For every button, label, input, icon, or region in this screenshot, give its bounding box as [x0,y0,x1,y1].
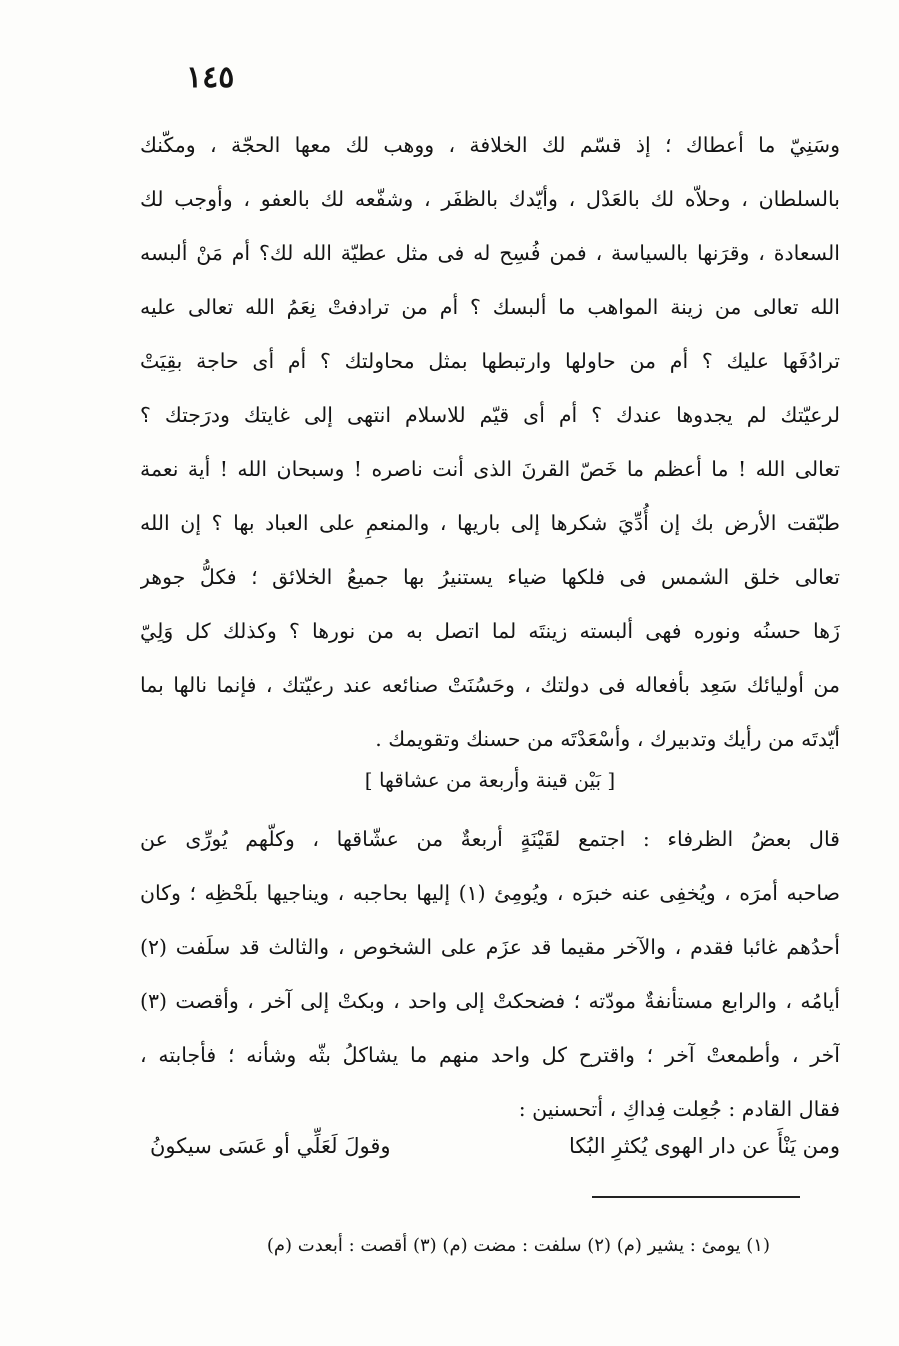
text-line: طبّقت الأرض بك إن أُدِّيَ شكرها إلى باريها ، والمنعمِ على العباد بها ؟ إن الله [140,511,840,535]
text-line: أحدُهم غائبا فقدم ، والآخر مقيما قد عزَم على الشخوص ، والثالث قد سلَفت (٢) [140,935,840,959]
text-line: لرعيّتك لم يجدوها عندك ؟ أم أى قيّم للاسلام انتهى إلى غايتك ودرَجتك ؟ [140,403,840,427]
page-number: ١٤٥ [186,60,235,95]
text-line: ترادُفَها عليك ؟ أم من حاولها وارتبطها بمثل محاولتك ؟ أم أى حاجة بقِيَتْ [140,349,840,373]
section-heading: [ بَيْن قينة وأربعة من عشاقها ] [364,768,616,792]
poem-verse [150,1122,840,1170]
paragraph-2 [140,812,840,1136]
footnote: (١) يومئ : يشير (م) (٢) سلفت : مضت (م) (٣) أقصت : أبعدت (م) [266,1235,770,1256]
verse-hemistich-2: وقولَ لَعَلِّي أو عَسَى سيكونُ [150,1134,391,1158]
text-line: زَها حسنُه ونوره فهى ألبسته زينتَه لما اتصل به من نورها ؟ وكذلك كل وَلِيّ [140,619,840,643]
text-line: فقال القادم : جُعِلت فِداكِ ، أتحسنين : [518,1097,840,1121]
text-line: الله تعالى من زينة المواهب ما ألبسك ؟ أم من ترادفتْ نِعَمُ الله تعالى عليه [140,295,840,319]
text-line: قال بعضُ الظرفاء : اجتمع لقَيْنَةٍ أربعةٌ من عشّاقها ، وكلّهم يُورِّى عن [140,827,840,851]
text-line: بالسلطان ، وحلاّه لك بالعَدْل ، وأيّدك بالظفَر ، وشفّعه لك بالعفو ، وأوجب لك [140,187,840,211]
footnote-divider [592,1196,800,1198]
text-line: من أوليائك سَعِد بأفعاله فى دولتك ، وحَسُنَتْ صنائعه عند رعيّتك ، فإنما نالها بما [140,673,840,697]
text-line: تعالى خلق الشمس فى فلكها ضياء يستنيرُ بها جميعُ الخلائق ؛ فكلُّ جوهر [140,565,840,589]
text-line: وسَنِيّ ما أعطاك ؛ إذ قسّم لك الخلافة ، ووهب لك معها الحجّة ، ومكّنك [140,133,840,157]
text-line: أيامُه ، والرابع مستأنفةٌ مودّته ؛ فضحكتْ إلى واحد ، وبكتْ إلى آخر ، وأقصت (٣) [140,989,840,1013]
text-line: السعادة ، وقرَنها بالسياسة ، فمن فُسِح له فى مثل عطيّة الله لك؟ أم مَنْ ألبسه [140,241,840,265]
text-line: صاحبه أمرَه ، ويُخفِى عنه خبرَه ، ويُومِئ (١) إليها بحاجبه ، ويناجيها بلَحْظِه ؛ وكان [140,881,840,905]
verse-hemistich-1: ومن يَنْأَ عن دار الهوى يُكثرِ البُكا [569,1134,840,1158]
text-line: آخر ، وأطمعتْ آخر ؛ واقترح كل واحد منهم ما يشاكلُ بثّه وشأنه ؛ فأجابته ، [140,1043,840,1067]
paragraph-1 [140,118,840,766]
text-line: تعالى الله ! ما أعظم ما خَصّ القرنَ الذى أنت ناصره ! وسبحان الله ! أية نعمة [140,457,840,481]
text-line: أيّدتَه من رأيك وتدبيرك ، وأسْعَدْتَه من حسنك وتقويمك . [375,727,840,751]
